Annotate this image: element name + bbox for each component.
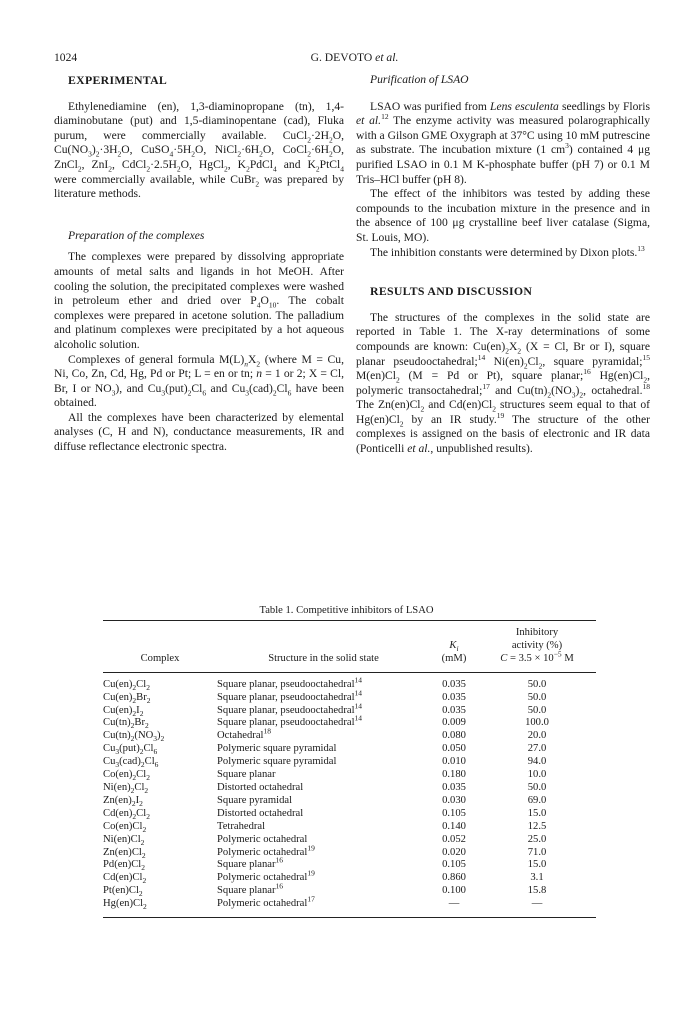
- reference-mark: 16: [275, 855, 284, 865]
- cell-complex: $Co(en)Cl_2$: [103, 820, 147, 834]
- reference-mark: 17: [307, 894, 315, 904]
- cell-inhibitory: 15.8: [527, 885, 547, 897]
- cell-structure: Distorted octahedral: [217, 781, 304, 793]
- cell-complex: $Zn(en)Cl_2$: [103, 846, 146, 860]
- cell-structure: Polymeric octahedral: [217, 833, 308, 845]
- cell-inhibitory: 69.0: [527, 794, 547, 806]
- cell-structure: Polymeric octahedral$^{19}$: [217, 868, 315, 884]
- table-row: [103, 769, 596, 782]
- cell-inhibitory: 15.0: [527, 807, 547, 819]
- cell-inhibitory: 25.0: [527, 833, 547, 845]
- cell-ki: —: [448, 898, 460, 910]
- cell-inhibitory: 10.0: [527, 769, 547, 781]
- cell-structure: Square planar$^{16}$: [217, 855, 284, 871]
- purification-paragraph-3: The inhibition constants were determined by Dixon plots.$^{13}$: [370, 243, 645, 259]
- purification-subheading: Purification of LSAO: [370, 73, 469, 86]
- running-head: [54, 51, 655, 64]
- table-row: [103, 847, 596, 860]
- col-header-complex: Complex: [140, 652, 180, 664]
- cell-ki: 0.035: [442, 704, 466, 716]
- cell-complex: $Pd(en)Cl_2$: [103, 859, 146, 873]
- cell-structure: Polymeric square pyramidal: [217, 756, 337, 768]
- table-row: [103, 756, 596, 769]
- cell-complex: $Cu(en)_2I_2$: [103, 704, 144, 718]
- cell-ki: 0.860: [442, 872, 466, 884]
- col-header-structure: Structure in the solid state: [268, 652, 379, 664]
- cell-complex: $Cd(en)_2Cl_2$: [103, 807, 150, 821]
- cell-ki: 0.100: [442, 885, 466, 897]
- cell-structure: Distorted octahedral: [217, 807, 304, 819]
- cell-complex: $Co(en)_2Cl_2$: [103, 769, 150, 783]
- cell-ki: 0.080: [442, 730, 466, 742]
- cell-complex: $Cd(en)Cl_2$: [103, 872, 147, 886]
- cell-ki: 0.010: [442, 756, 466, 768]
- cell-structure: Polymeric octahedral$^{19}$: [217, 842, 315, 858]
- preparation-subheading: Preparation of the complexes: [68, 228, 205, 242]
- cell-ki: 0.050: [442, 743, 466, 755]
- right-column: [356, 73, 650, 457]
- cell-complex: $Cu_3(cad)_2Cl_6$: [103, 756, 159, 770]
- cell-structure: Square planar$^{16}$: [217, 881, 284, 897]
- cell-inhibitory: 94.0: [527, 756, 547, 768]
- cell-complex: $Cu(en)_2Cl_2$: [103, 678, 150, 692]
- cell-structure: Polymeric octahedral$^{17}$: [217, 894, 315, 910]
- cell-inhibitory: 15.0: [527, 859, 547, 871]
- table-row: [103, 692, 596, 705]
- table-row: [103, 705, 596, 718]
- cell-structure: Square planar, pseudooctahedral$^{14}$: [217, 701, 363, 716]
- cell-complex: $Pt(en)Cl_2$: [103, 885, 143, 899]
- table-row: [103, 782, 596, 795]
- cell-complex: $Cu_3(put)_2Cl_6$: [103, 743, 158, 757]
- inhibitors-table: [103, 620, 596, 918]
- cell-inhibitory: 100.0: [525, 717, 549, 729]
- purification-paragraph-1: LSAO was purified from Lens esculenta seedlings by Floris et al.$^{12}$ The enzyme activity was measured polarographically with a Gilson GME Oxygraph at 37°C using 10 mM putrescine as substrate. The incubation mixture (1 $cm^3$) contained 4 μg purified LSAO in 0.1 M K-phosphate buffer (pH 7) or 0.1 M Tris–HCl buffer (pH 8).: [356, 99, 651, 186]
- table-header-row: [103, 621, 596, 673]
- cell-ki: 0.105: [442, 859, 466, 871]
- table-row: [103, 795, 596, 808]
- table-row: [103, 898, 596, 917]
- cell-structure: Square planar: [217, 769, 276, 781]
- cell-inhibitory: —: [531, 898, 543, 910]
- preparation-paragraph-2: Complexes of general formula $M(L)_nX_2$ (where M = Cu, Ni, Co, Zn, Cd, Hg, Pd or Pt; L = en or tn; n = 1 or 2; X = Cl, Br, I or $NO_3$), and $Cu_3(put)_2Cl_6$ and $Cu_3(cad)_2Cl_6$ have been obtained.: [54, 352, 344, 410]
- cell-ki: 0.009: [442, 717, 466, 729]
- cell-ki: 0.052: [442, 833, 466, 845]
- experimental-paragraph: Ethylenediamine (en), 1,3-diaminopropane (tn), 1,4-diaminobutane (put) and 1,5-diaminopentane (cad), Fluka purum, were commercially available. $CuCl_2\cdot 2H_2O$, $Cu(NO_3)_2\cdot 3H_2O$, $CuSO_4\cdot 5H_2O$, $NiCl_2\cdot 6H_2O$, $CoCl_2\cdot 6H_2O$, ZnCl$_2$, ZnI$_2$, $CdCl_2\cdot 2.5H_2O$, HgCl$_2$, $K_2PdCl_4$ and $K_2PtCl_4$ were commercially available, while CuBr$_2$ was prepared by literature methods.: [54, 99, 345, 201]
- table-row: [103, 730, 596, 743]
- page-header: [54, 51, 655, 67]
- cell-inhibitory: 50.0: [527, 704, 547, 716]
- cell-inhibitory: 50.0: [527, 781, 547, 793]
- table-row: [103, 859, 596, 872]
- running-head-etal: et al.: [375, 51, 399, 64]
- cell-inhibitory: 50.0: [527, 678, 547, 690]
- col-header-ki: $K_i$ (mM): [441, 639, 467, 664]
- reference-mark: 19: [307, 842, 315, 852]
- cell-ki: 0.105: [442, 807, 466, 819]
- left-column: [54, 73, 344, 455]
- reference-mark: 14: [354, 688, 363, 698]
- preparation-paragraph-1: The complexes were prepared by dissolving appropriate amounts of metal salts and ligands in hot MeOH. After cooling the solution, the precipitated complexes were washed in petroleum ether and dried over $P_4O_{10}$. The cobalt complexes were prepared in acetone solution. The palladium and platinum complexes were precipitated by a hot aqueous alcoholic solution.: [54, 250, 344, 351]
- cell-ki: 0.140: [442, 820, 466, 832]
- cell-ki: 0.035: [442, 781, 466, 793]
- cell-complex: $Ni(en)_2Cl_2$: [103, 781, 149, 796]
- purification-paragraph-2: The effect of the inhibitors was tested by adding these compounds to the incubation mixture in the presence and in the absence of 100 μg crystalline beef liver catalase (Sigma, St. Louis, MO).: [356, 187, 650, 244]
- cell-inhibitory: 3.1: [530, 872, 544, 884]
- cell-complex: $Cu(tn)_2Br_2$: [103, 717, 149, 731]
- cell-complex: $Ni(en)Cl_2$: [103, 833, 145, 847]
- cell-inhibitory: 71.0: [527, 846, 547, 858]
- cell-ki: 0.035: [442, 678, 466, 690]
- cell-complex: $Cu(en)_2Br_2$: [103, 691, 151, 705]
- cell-structure: Square planar, pseudooctahedral$^{14}$: [217, 688, 363, 703]
- cell-ki: 0.180: [442, 769, 466, 781]
- table-row: [103, 808, 596, 821]
- cell-complex: $Hg(en)Cl_2$: [103, 898, 147, 912]
- cell-structure: Square planar, pseudooctahedral$^{14}$: [217, 675, 363, 690]
- cell-ki: 0.035: [442, 691, 466, 703]
- cell-ki: 0.020: [442, 846, 466, 858]
- table-row: [103, 717, 596, 730]
- reference-mark: 14: [354, 701, 363, 710]
- cell-structure: Octahedral$^{18}$: [217, 726, 271, 742]
- cell-complex: $Zn(en)_2I_2$: [103, 794, 143, 808]
- cell-inhibitory: 20.0: [527, 730, 547, 742]
- cell-structure: Tetrahedral: [217, 820, 266, 832]
- page-number: 1024: [54, 51, 78, 64]
- table-row: [103, 885, 596, 898]
- reference-mark: 16: [275, 881, 284, 891]
- cell-inhibitory: 50.0: [527, 691, 547, 703]
- results-heading: RESULTS AND DISCUSSION: [370, 284, 533, 299]
- table-row: [103, 834, 596, 847]
- experimental-heading: EXPERIMENTAL: [68, 73, 168, 87]
- cell-inhibitory: 12.5: [527, 820, 547, 832]
- running-head-author: G. DEVOTO: [310, 51, 373, 64]
- table-row: [103, 743, 596, 756]
- col-header-inhibitory: Inhibitory activity (%) $C = 3.5 \times 10^{-5}$ M: [500, 627, 574, 664]
- reference-mark: 14: [354, 713, 363, 723]
- table-row: [103, 872, 596, 885]
- preparation-paragraph-3: All the complexes have been characterized by elemental analyses (C, H and N), conductance measurements, IR and diffuse reflectance electronic spectra.: [54, 410, 344, 454]
- cell-inhibitory: 27.0: [527, 743, 547, 755]
- reference-mark: 19: [307, 868, 315, 878]
- table-caption: Table 1. Competitive inhibitors of LSAO: [259, 605, 434, 616]
- table-row: [103, 821, 596, 834]
- reference-mark: 14: [354, 675, 363, 685]
- cell-complex: $Cu(tn)_2(NO_3)_2$: [103, 730, 165, 744]
- cell-structure: Square pyramidal: [217, 794, 293, 806]
- table-row: [103, 672, 596, 691]
- results-paragraph: The structures of the complexes in the solid state are reported in Table 1. The X-ray determinations of some compounds are known: $Cu(en)_2X_2$ (X = Cl, Br or I), square planar pseudooctahedral;$^{14}$ $Ni(en)_2Cl_2$, square pyramidal;$^{15}$ $M(en)Cl_2$ (M = Pd or Pt), square planar;$^{16}$ $Hg(en)Cl_2$, polymeric transoctahedral;$^{17}$ and $Cu(tn)_2(NO_3)_2$, octahedral.$^{18}$ The $Zn(en)Cl_2$ and $Cd(en)Cl_2$ structures seem equal to that of $Hg(en)Cl_2$ by an IR study.$^{19}$ The structure of the other complexes is assigned on the basis of electronic and IR data (Ponticelli et al., unpublished results).: [356, 310, 651, 456]
- cell-structure: Polymeric square pyramidal: [217, 743, 337, 755]
- cell-ki: 0.030: [442, 794, 466, 806]
- reference-mark: 18: [263, 726, 271, 736]
- cell-structure: Square planar, pseudooctahedral$^{14}$: [217, 713, 363, 729]
